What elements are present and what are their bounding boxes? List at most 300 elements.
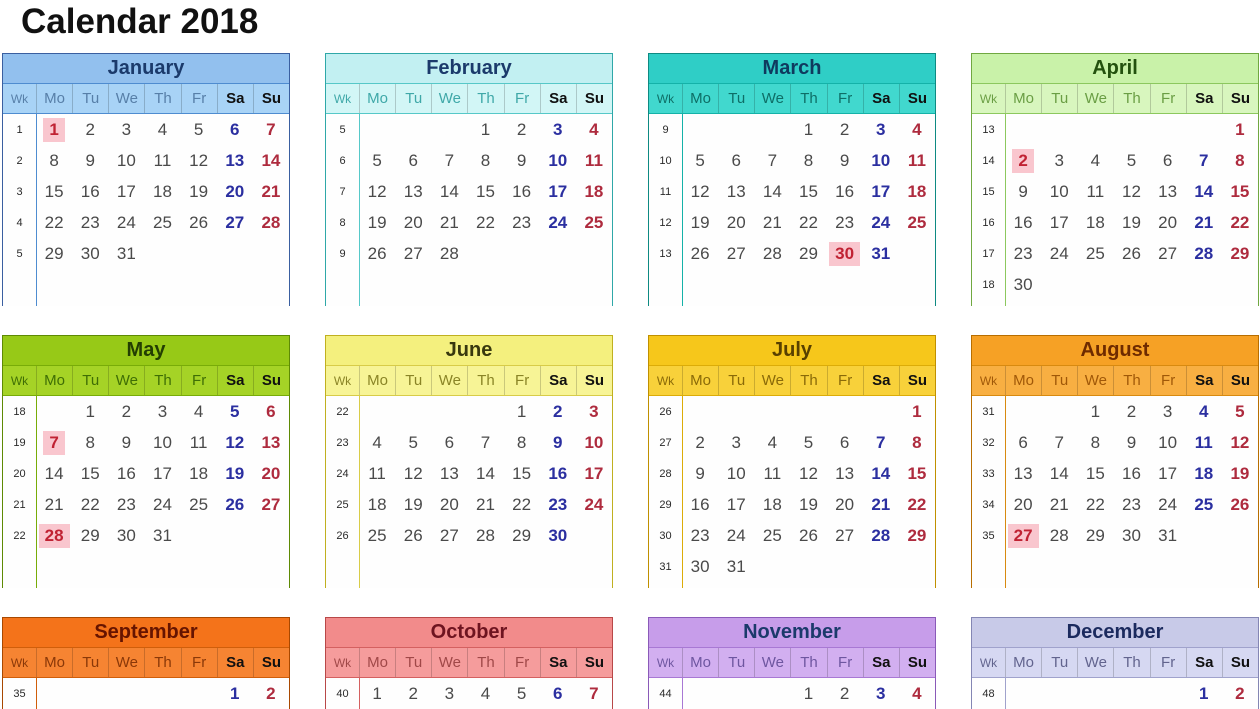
week-column-divider [36,114,37,306]
week-number: 18 [13,405,26,418]
week-row [972,114,1258,145]
weekday-label-fr: Fr [827,366,863,395]
week-row [972,458,1258,489]
day-cell-empty [36,678,72,709]
day-cell: 6 [839,432,850,452]
day-cell: 14 [44,463,64,483]
weekday-label-su: Su [576,84,612,113]
day-cell: 2 [695,432,705,452]
week-row [649,176,935,207]
day-cell: 27 [835,525,855,545]
day-cell: 6 [731,150,741,170]
week-row [326,176,612,207]
day-cell: 1 [1090,401,1101,421]
day-cell: 9 [839,150,850,170]
day-cell: 13 [726,181,746,201]
day-cell: 6 [444,432,455,452]
day-cell: 31 [116,243,136,263]
day-cell: 7 [1199,150,1209,170]
day-cell: 23 [548,494,568,514]
day-cell: 21 [261,181,281,201]
weekday-label-sa: Sa [217,366,253,395]
week-number: 48 [982,687,995,700]
weekday-label-su: Su [253,648,289,677]
day-cell: 28 [762,243,782,263]
day-cell: 26 [403,525,423,545]
week-number: 25 [336,498,349,511]
weekday-label-wk: Wk [333,91,352,106]
day-cell: 23 [80,212,100,232]
weekday-label-fr: Fr [827,648,863,677]
week-row [326,489,612,520]
day-cell: 28 [1049,525,1069,545]
day-cell-empty [1150,269,1186,300]
day-cell: 18 [1085,212,1105,232]
day-cell-empty [899,238,935,269]
day-cell: 20 [1158,212,1178,232]
day-cell-empty [144,238,180,269]
day-cell-empty [1222,520,1258,551]
day-cell-empty [1222,269,1258,300]
day-cell: 1 [803,683,814,703]
day-cell: 26 [1122,243,1141,263]
month-march [648,53,936,306]
day-cell: 7 [876,432,886,452]
day-cell: 8 [480,150,491,170]
holiday-highlight: 30 [829,242,860,266]
day-cell: 28 [439,243,459,263]
day-cell: 9 [1018,181,1028,201]
day-cell: 12 [799,463,818,483]
week-row [326,520,612,551]
day-cell: 10 [726,463,746,483]
day-cell: 26 [799,525,818,545]
day-cell: 13 [439,463,459,483]
weekday-label-mo: Mo [682,648,718,677]
day-cell-empty [181,520,217,551]
weekday-label-wk: Wk [979,655,998,670]
week-number: 9 [662,123,669,136]
week-row [972,176,1258,207]
day-cell: 21 [762,212,782,232]
day-cell-empty [718,678,754,709]
day-cell: 10 [116,150,136,170]
week-number: 3 [16,185,23,198]
week-number: 18 [982,278,995,291]
weekday-label-mo: Mo [359,648,395,677]
day-cell: 16 [512,181,532,201]
day-cell-empty [431,396,467,427]
day-cell: 29 [80,525,100,545]
day-cell: 27 [726,243,746,263]
day-cell-empty [754,396,790,427]
day-cell [1005,520,1041,551]
day-cell: 18 [367,494,387,514]
week-number: 9 [339,247,346,260]
day-cell: 2 [516,119,527,139]
weekday-label-we: We [1077,366,1113,395]
day-cell-empty [682,114,718,145]
week-row [3,458,289,489]
day-cell: 23 [1013,243,1033,263]
month-title: February [326,54,612,84]
day-cell: 3 [444,683,455,703]
weekday-label-we: We [108,648,144,677]
day-cell: 28 [1194,243,1214,263]
day-cell: 8 [516,432,527,452]
holiday-highlight: 1 [43,118,64,142]
day-cell-empty [1041,114,1077,145]
month-title: November [649,618,935,648]
day-cell: 10 [1049,181,1069,201]
day-cell: 3 [1162,401,1173,421]
day-cell: 16 [1013,212,1033,232]
day-cell: 27 [439,525,459,545]
day-cell: 17 [153,463,172,483]
week-number: 30 [659,529,672,542]
day-cell: 16 [690,494,710,514]
weekday-label-mo: Mo [1005,648,1041,677]
day-cell: 9 [85,150,95,170]
day-cell-empty [863,551,899,582]
week-row [972,678,1258,709]
calendar-body [326,396,612,588]
weekday-label-th: Th [144,84,180,113]
day-cell-empty [576,520,612,551]
month-october [325,617,613,709]
day-cell: 19 [367,212,387,232]
weekday-label-we: We [431,366,467,395]
week-row [3,520,289,551]
day-cell: 19 [1230,463,1250,483]
weekday-label-su: Su [1222,648,1258,677]
day-cell: 8 [1090,432,1101,452]
week-column-divider [359,396,360,588]
weekday-row [972,84,1258,114]
day-cell: 3 [876,119,886,139]
day-cell: 15 [1230,181,1250,201]
week-number: 24 [336,467,349,480]
weekday-label-mo: Mo [36,366,72,395]
day-cell: 25 [1194,494,1214,514]
weekday-label-sa: Sa [217,84,253,113]
day-cell: 10 [548,150,568,170]
month-title: June [326,336,612,366]
day-cell: 29 [1230,243,1250,263]
day-cell-empty [827,396,863,427]
week-number: 4 [16,216,23,229]
day-cell-empty [1041,396,1077,427]
weekday-label-sa: Sa [540,366,576,395]
day-cell: 17 [1049,212,1069,232]
day-cell-empty [1005,396,1041,427]
weekday-label-sa: Sa [863,366,899,395]
week-number: 35 [982,529,995,542]
week-number: 14 [982,154,995,167]
day-cell: 22 [1230,212,1250,232]
day-cell: 1 [516,401,527,421]
day-cell: 7 [444,150,455,170]
day-cell: 11 [1194,432,1213,452]
month-title: October [326,618,612,648]
day-cell: 22 [907,494,927,514]
week-number: 22 [336,405,349,418]
day-cell: 21 [1049,494,1069,514]
day-cell: 2 [1235,683,1245,703]
weekday-label-tu: Tu [718,366,754,395]
week-row [649,489,935,520]
day-cell: 12 [225,432,245,452]
week-number: 5 [339,123,346,136]
day-cell: 20 [261,463,281,483]
day-cell: 17 [584,463,604,483]
day-cell: 5 [193,119,204,139]
day-cell-empty [467,396,503,427]
day-cell: 1 [1235,119,1245,139]
week-row [972,489,1258,520]
months-grid [2,53,1259,709]
weekday-label-we: We [108,84,144,113]
day-cell: 25 [762,525,782,545]
month-title: May [3,336,289,366]
day-cell: 4 [480,683,491,703]
day-cell: 18 [907,181,927,201]
day-cell: 6 [553,683,563,703]
day-cell: 26 [690,243,710,263]
day-cell-empty [1113,269,1149,300]
week-number: 32 [982,436,995,449]
weekday-label-we: We [108,366,144,395]
week-column-divider [1005,678,1006,709]
day-cell [827,238,863,269]
weekday-label-fr: Fr [504,84,540,113]
day-cell: 17 [726,494,746,514]
day-cell: 23 [835,212,855,232]
day-cell: 9 [695,463,705,483]
day-cell: 3 [589,401,599,421]
day-cell: 22 [44,212,64,232]
weekday-label-su: Su [899,648,935,677]
week-number: 13 [659,247,672,260]
month-title: August [972,336,1258,366]
week-row [649,458,935,489]
day-cell: 21 [871,494,891,514]
week-number: 44 [659,687,672,700]
day-cell: 24 [871,212,891,232]
week-row [3,176,289,207]
day-cell: 3 [553,119,563,139]
day-cell: 28 [261,212,281,232]
month-november [648,617,936,709]
day-cell-empty [1077,269,1113,300]
day-cell: 9 [516,150,527,170]
day-cell: 13 [261,432,281,452]
day-cell: 28 [476,525,495,545]
weekday-label-wk: Wk [10,655,29,670]
day-cell-empty [1186,520,1222,551]
weekday-label-su: Su [1222,84,1258,113]
day-cell: 12 [403,463,423,483]
day-cell: 20 [225,181,245,201]
weekday-label-mo: Mo [682,84,718,113]
weekday-label-tu: Tu [72,648,108,677]
day-cell: 1 [912,401,922,421]
weekday-label-su: Su [899,84,935,113]
day-cell: 19 [403,494,423,514]
day-cell: 29 [44,243,64,263]
day-cell: 28 [871,525,891,545]
week-row [3,396,289,427]
weekday-label-sa: Sa [1186,648,1222,677]
weekday-label-wk: Wk [10,91,29,106]
day-cell: 15 [44,181,64,201]
day-cell: 25 [189,494,209,514]
weekday-label-mo: Mo [1005,366,1041,395]
day-cell: 5 [803,432,814,452]
week-row [649,145,935,176]
month-september [2,617,290,709]
day-cell: 21 [1194,212,1214,232]
day-cell: 8 [85,432,95,452]
day-cell: 20 [726,212,746,232]
week-row [3,678,289,709]
day-cell-empty [504,238,540,269]
day-cell: 31 [153,525,172,545]
week-number: 26 [659,405,672,418]
day-cell: 1 [85,401,95,421]
day-cell: 5 [1126,150,1137,170]
day-cell: 5 [695,150,705,170]
week-number: 21 [13,498,26,511]
day-cell-empty [1186,114,1222,145]
day-cell-empty [1041,269,1077,300]
weekday-label-th: Th [144,648,180,677]
day-cell-empty [790,551,826,582]
day-cell: 5 [372,150,382,170]
weekday-label-sa: Sa [1186,366,1222,395]
day-cell: 12 [1122,181,1141,201]
weekday-label-fr: Fr [1150,366,1186,395]
day-cell: 1 [803,119,814,139]
month-june [325,335,613,588]
week-column-divider [36,678,37,709]
weekday-label-fr: Fr [1150,648,1186,677]
day-cell: 7 [589,683,599,703]
day-cell: 26 [367,243,387,263]
weekday-label-tu: Tu [72,366,108,395]
weekday-label-fr: Fr [827,84,863,113]
weekday-label-wk: Wk [979,373,998,388]
day-cell: 21 [44,494,64,514]
week-number: 20 [13,467,26,480]
day-cell: 23 [1122,494,1141,514]
day-cell: 25 [584,212,604,232]
week-column-divider [359,114,360,306]
weekday-label-su: Su [253,366,289,395]
weekday-label-sa: Sa [540,84,576,113]
day-cell: 26 [189,212,209,232]
weekday-label-sa: Sa [1186,84,1222,113]
weekday-label-we: We [431,84,467,113]
day-cell: 4 [1090,150,1101,170]
day-cell: 30 [80,243,100,263]
weekday-label-tu: Tu [718,84,754,113]
day-cell: 6 [1162,150,1173,170]
week-number: 15 [982,185,995,198]
day-cell: 15 [799,181,818,201]
day-cell-empty [1150,678,1186,709]
day-cell-empty [1150,114,1186,145]
week-number: 22 [13,529,26,542]
day-cell: 29 [512,525,532,545]
weekday-label-su: Su [576,648,612,677]
day-cell: 2 [121,401,132,421]
weekday-label-su: Su [576,366,612,395]
weekday-label-we: We [431,648,467,677]
day-cell-empty [1005,114,1041,145]
day-cell-empty [217,238,253,269]
day-cell: 9 [121,432,132,452]
day-cell: 24 [548,212,568,232]
calendar-body [649,114,935,306]
day-cell: 7 [767,150,778,170]
day-cell: 10 [871,150,891,170]
week-row [972,427,1258,458]
day-cell: 6 [408,150,418,170]
day-cell: 19 [189,181,209,201]
day-cell: 5 [230,401,240,421]
day-cell: 15 [512,463,532,483]
day-cell: 8 [1235,150,1245,170]
week-number: 8 [339,216,346,229]
week-row [3,238,289,269]
weekday-row [3,84,289,114]
day-cell-empty [1005,678,1041,709]
week-row [3,489,289,520]
weekday-label-mo: Mo [1005,84,1041,113]
day-cell: 20 [835,494,855,514]
week-number: 35 [13,687,26,700]
calendar-body [3,114,289,306]
calendar-body [3,396,289,588]
weekday-label-tu: Tu [1041,648,1077,677]
day-cell: 25 [907,212,927,232]
week-number: 16 [982,216,995,229]
month-title: March [649,54,935,84]
week-number: 40 [336,687,349,700]
week-number: 26 [336,529,349,542]
weekday-label-tu: Tu [1041,366,1077,395]
day-cell-empty [253,520,289,551]
calendar-body [649,678,935,709]
week-number: 1 [16,123,23,136]
weekday-label-sa: Sa [863,648,899,677]
day-cell: 27 [225,212,245,232]
week-row [326,207,612,238]
weekday-label-wk: Wk [333,373,352,388]
day-cell: 31 [1158,525,1178,545]
day-cell: 2 [408,683,418,703]
day-cell-empty [682,678,718,709]
weekday-label-tu: Tu [395,648,431,677]
day-cell: 16 [1122,463,1141,483]
week-row [3,114,289,145]
day-cell: 30 [548,525,568,545]
day-cell: 22 [1085,494,1105,514]
week-number: 33 [982,467,995,480]
week-row [649,396,935,427]
day-cell: 4 [1199,401,1209,421]
